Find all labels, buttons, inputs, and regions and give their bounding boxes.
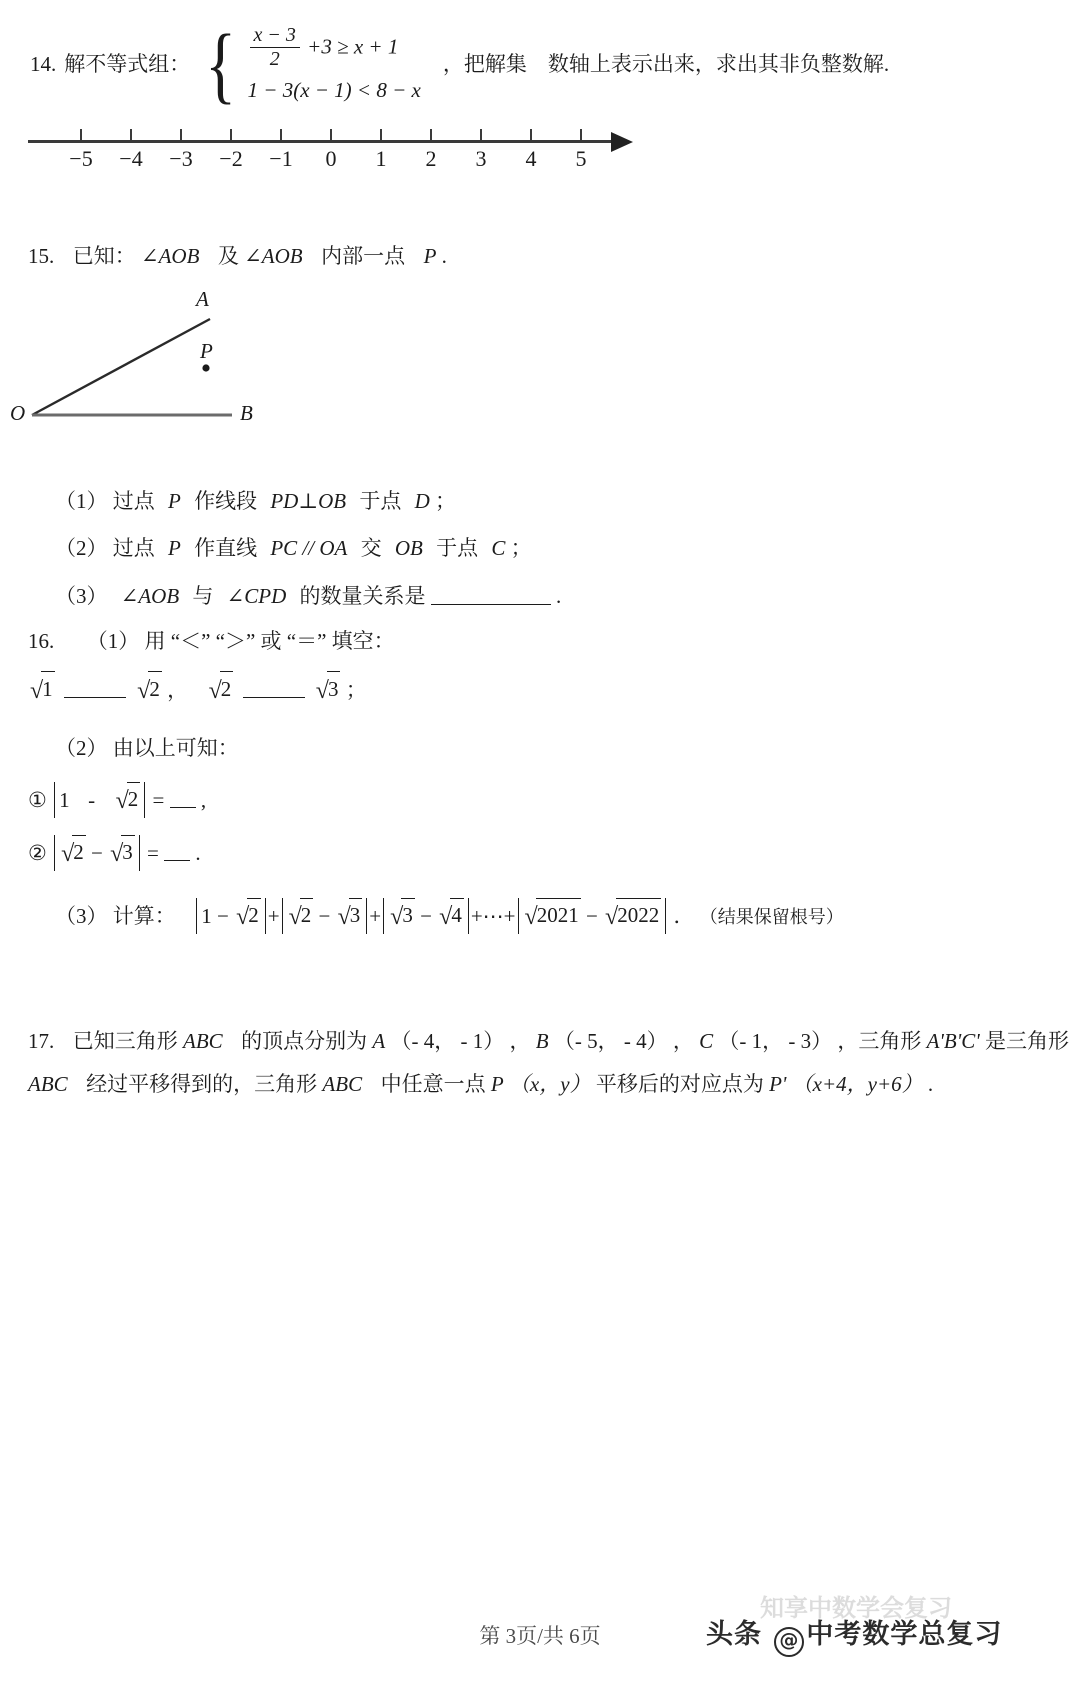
number-line-label: 4 — [525, 146, 537, 171]
q17-vertex-b: B — [535, 1029, 549, 1053]
compare-end: ； — [345, 678, 367, 702]
sqrt-4: √4 — [437, 899, 464, 933]
number-line-tick — [480, 129, 482, 140]
sqrt-2022: √2022 — [603, 899, 661, 933]
compare-blank-1[interactable] — [64, 681, 126, 698]
q17-l2-abc-1: ABC — [28, 1072, 68, 1096]
part-3-text-a: 与 — [192, 584, 214, 608]
point-p-dot — [202, 364, 209, 371]
question-15-number: 15. — [28, 244, 55, 268]
question-15 — [28, 240, 447, 273]
part-2-text-a: 过点 — [112, 536, 155, 560]
term-left: 1 — [201, 904, 212, 928]
number-line-figure — [28, 118, 648, 180]
part-2-m1: P — [168, 536, 181, 560]
abs-term-4 — [518, 898, 667, 934]
q16-part-3-tag: （3） — [55, 904, 108, 928]
item-1-equals: = — [152, 788, 165, 812]
q16-note: （结果保留根号） — [699, 907, 844, 927]
question-15-part-3 — [55, 580, 561, 613]
minus-sign: − — [313, 904, 336, 928]
part-1-text-b: 作线段 — [194, 489, 258, 513]
item-2-marker: ② — [28, 841, 47, 865]
part-3-text-c: . — [556, 584, 562, 608]
number-line-tick — [430, 129, 432, 140]
sqrt-3: √3 — [336, 899, 363, 933]
label-b: B — [240, 401, 253, 425]
question-17-line-2 — [28, 1068, 933, 1101]
item-2-equals: = — [147, 841, 159, 865]
question-15-part-1 — [55, 485, 456, 518]
item-2-minus: − — [91, 841, 103, 865]
inequality-1-rest: +3 ≥ x + 1 — [307, 34, 399, 59]
part-3-m1: ∠AOB — [120, 584, 180, 608]
part-1-text-d: ； — [435, 489, 456, 513]
inequality-line-2: 1 − 3(x − 1) < 8 − x — [247, 78, 421, 102]
number-line-tick — [180, 129, 182, 140]
sqrt-1-a: √1 — [28, 672, 55, 707]
q17-l2-text-c: 平移后的对应点为 — [595, 1072, 764, 1096]
q16-part-1-tag: （1） — [86, 629, 140, 653]
question-16-compare-line — [28, 672, 367, 707]
question-14-stem: 解不等式组： — [64, 51, 191, 76]
fraction-numerator: x − 3 — [253, 24, 296, 46]
sqrt-2-a: √2 — [135, 672, 162, 707]
question-16-part-3 — [55, 898, 844, 934]
q17-l2-text-a: 经过平移得到的，三角形 — [86, 1072, 318, 1096]
sqrt-2021: √2021 — [523, 899, 581, 933]
q17-coord-b: （- 5， - 4） — [553, 1029, 668, 1053]
question-14-number: 14. — [30, 51, 57, 76]
number-line-tick — [580, 129, 582, 140]
number-line-label: 1 — [375, 146, 387, 171]
question-14 — [30, 15, 890, 112]
answer-blank-q16-item1[interactable] — [170, 791, 196, 808]
number-line-label: −5 — [69, 146, 93, 171]
sqrt-2: √2 — [234, 899, 261, 933]
sqrt-3-b: √3 — [314, 672, 341, 707]
q17-sep-3: ，三角形 — [837, 1029, 922, 1053]
number-line-tick — [380, 129, 382, 140]
fraction — [250, 24, 300, 71]
abs-term-1 — [196, 898, 266, 934]
fraction-denominator: 2 — [250, 47, 300, 71]
q16-part-2-tag: （2） — [55, 736, 108, 760]
q16-expr-end: ． — [673, 904, 695, 928]
q17-coord-c: （- 1， - 3） — [718, 1029, 833, 1053]
angle-figure-15 — [10, 283, 310, 433]
angle-svg — [10, 283, 310, 433]
minus-sign: − — [414, 904, 438, 928]
question-16-number: 16. — [28, 629, 55, 653]
part-1-m3: D — [414, 489, 430, 513]
number-line-label: −3 — [169, 146, 193, 171]
q17-sep-1: ， — [509, 1029, 531, 1053]
part-2-text-e: ； — [510, 536, 532, 560]
part-1-text-a: 过点 — [112, 489, 155, 513]
number-line-tick — [280, 129, 282, 140]
part-1-tag: （1） — [55, 489, 108, 513]
q17-triangle-abc-1: ABC — [183, 1029, 223, 1053]
abs-term-3 — [383, 898, 469, 934]
plus-sign: + — [369, 904, 382, 928]
number-line-label: −4 — [119, 146, 143, 171]
sqrt-2-b: √2 — [207, 672, 234, 707]
q17-l2-end: . — [927, 1072, 934, 1096]
watermark-prefix: 头条 — [706, 1619, 773, 1650]
q17-vertex-c: C — [699, 1029, 714, 1053]
point-p-label: P — [423, 244, 437, 268]
compare-separator: ， — [167, 678, 189, 702]
system-brace: { — [205, 15, 237, 112]
number-line-tick — [230, 129, 232, 140]
sum-expression — [194, 904, 668, 928]
answer-blank-q15-3[interactable] — [431, 584, 551, 605]
sqrt-3: √3 — [388, 899, 415, 933]
number-line-arrow-icon — [611, 132, 633, 152]
question-15-period: . — [441, 244, 447, 268]
label-p: P — [200, 339, 213, 363]
part-3-tag: （3） — [55, 584, 108, 608]
q17-text-a: 已知三角形 — [72, 1029, 178, 1053]
part-2-m2: PC // OA — [270, 536, 348, 560]
question-15-part-2 — [55, 532, 532, 565]
part-2-text-c: 交 — [360, 536, 382, 560]
part-3-m2: ∠CPD — [226, 584, 287, 608]
q17-coord-a: （- 4， - 1） — [390, 1029, 505, 1053]
number-line-tick — [530, 129, 532, 140]
q17-triangle-abc-prime: A'B'C' — [926, 1029, 980, 1053]
number-line-axis — [28, 140, 616, 143]
question-16-part-2 — [55, 732, 239, 765]
item-1-marker: ① — [28, 788, 47, 812]
part-2-text-d: 于点 — [436, 536, 479, 560]
number-line-tick — [130, 129, 132, 140]
q17-l2-coord-p: （x，y） — [508, 1072, 591, 1096]
q17-l2-point-p-prime: P' — [769, 1072, 787, 1096]
question-16-part-1 — [28, 625, 395, 658]
question-17-number: 17. — [28, 1029, 55, 1053]
question-14-tail: ，把解集 数轴上表示出来，求出其非负整数解. — [442, 51, 890, 76]
inequality-line-1 — [248, 22, 421, 75]
q17-text-c: 是三角形 — [984, 1029, 1069, 1053]
sqrt-3-item2: √3 — [108, 836, 135, 870]
abs-expr-1 — [54, 782, 145, 818]
angle-aob-2: ∠AOB — [244, 244, 303, 268]
answer-blank-q16-item2[interactable] — [164, 844, 190, 861]
part-3-text-b: 的数量关系是 — [299, 584, 426, 608]
ray-oa — [32, 319, 210, 415]
part-1-m2: PD⊥OB — [270, 489, 347, 513]
q16-part-1-text: 用 “＜” “＞” 或 “＝” 填空： — [144, 629, 395, 653]
q17-l2-abc-2: ABC — [322, 1072, 363, 1096]
minus-sign: − — [580, 904, 604, 928]
item-1-left: 1 — [59, 788, 70, 812]
question-15-stem-3: 内部一点 — [321, 244, 406, 268]
q17-sep-2: ， — [672, 1029, 694, 1053]
sqrt-2-item1: √2 — [114, 783, 141, 817]
inequality-system — [248, 22, 421, 106]
abs-term-2 — [282, 898, 368, 934]
part-2-tag: （2） — [55, 536, 108, 560]
number-line-tick — [330, 129, 332, 140]
question-17-line-1 — [28, 1025, 1069, 1058]
at-sign-icon: @ — [774, 1627, 804, 1657]
label-o: O — [10, 401, 26, 425]
label-a: A — [196, 287, 209, 311]
watermark-handle: 中考数学总复习 — [806, 1619, 1003, 1650]
q16-part-3-text: 计算： — [112, 904, 176, 928]
watermark-ghost-text: 知享中数学会复习 — [760, 1594, 952, 1622]
number-line-label: −1 — [269, 146, 293, 171]
ellipsis-operator: +⋯+ — [470, 904, 516, 928]
page-footer: 第 3页/共 6页 — [479, 1624, 601, 1648]
question-15-stem: 已知： — [72, 244, 136, 268]
part-2-text-b: 作直线 — [194, 536, 258, 560]
number-line-label: 0 — [325, 146, 337, 171]
q17-l2-coord-p-prime: （x+4，y+6） — [791, 1072, 923, 1096]
part-2-m4: C — [491, 536, 506, 560]
question-15-stem-2: 及 — [217, 244, 239, 268]
q17-text-b: 的顶点分别为 — [241, 1029, 368, 1053]
sqrt-2: √2 — [287, 899, 314, 933]
abs-expr-2 — [54, 835, 140, 871]
compare-blank-2[interactable] — [243, 681, 305, 698]
question-16-item-2 — [28, 835, 201, 871]
number-line — [28, 118, 648, 180]
q17-vertex-a: A — [372, 1029, 386, 1053]
part-1-m1: P — [168, 489, 181, 513]
q17-l2-text-b: 中任意一点 — [380, 1072, 486, 1096]
q17-l2-point-p: P — [490, 1072, 504, 1096]
question-16-item-1 — [28, 782, 206, 818]
part-2-m3: OB — [394, 536, 423, 560]
plus-sign: + — [267, 904, 280, 928]
sqrt-2-item2: √2 — [59, 836, 86, 870]
angle-diagram — [10, 283, 310, 433]
watermark — [706, 1612, 1002, 1657]
minus-sign: − — [211, 904, 235, 928]
number-line-label: 2 — [425, 146, 437, 171]
part-1-text-c: 于点 — [359, 489, 402, 513]
item-1-end: , — [200, 788, 207, 812]
number-line-label: −2 — [219, 146, 243, 171]
q16-part-2-text: 由以上可知： — [112, 736, 239, 760]
number-line-tick — [80, 129, 82, 140]
number-line-label: 3 — [475, 146, 487, 171]
number-line-label: 5 — [575, 146, 587, 171]
item-2-end: . — [195, 841, 201, 865]
item-1-minus: - — [88, 788, 96, 812]
angle-aob-1: ∠AOB — [141, 244, 200, 268]
